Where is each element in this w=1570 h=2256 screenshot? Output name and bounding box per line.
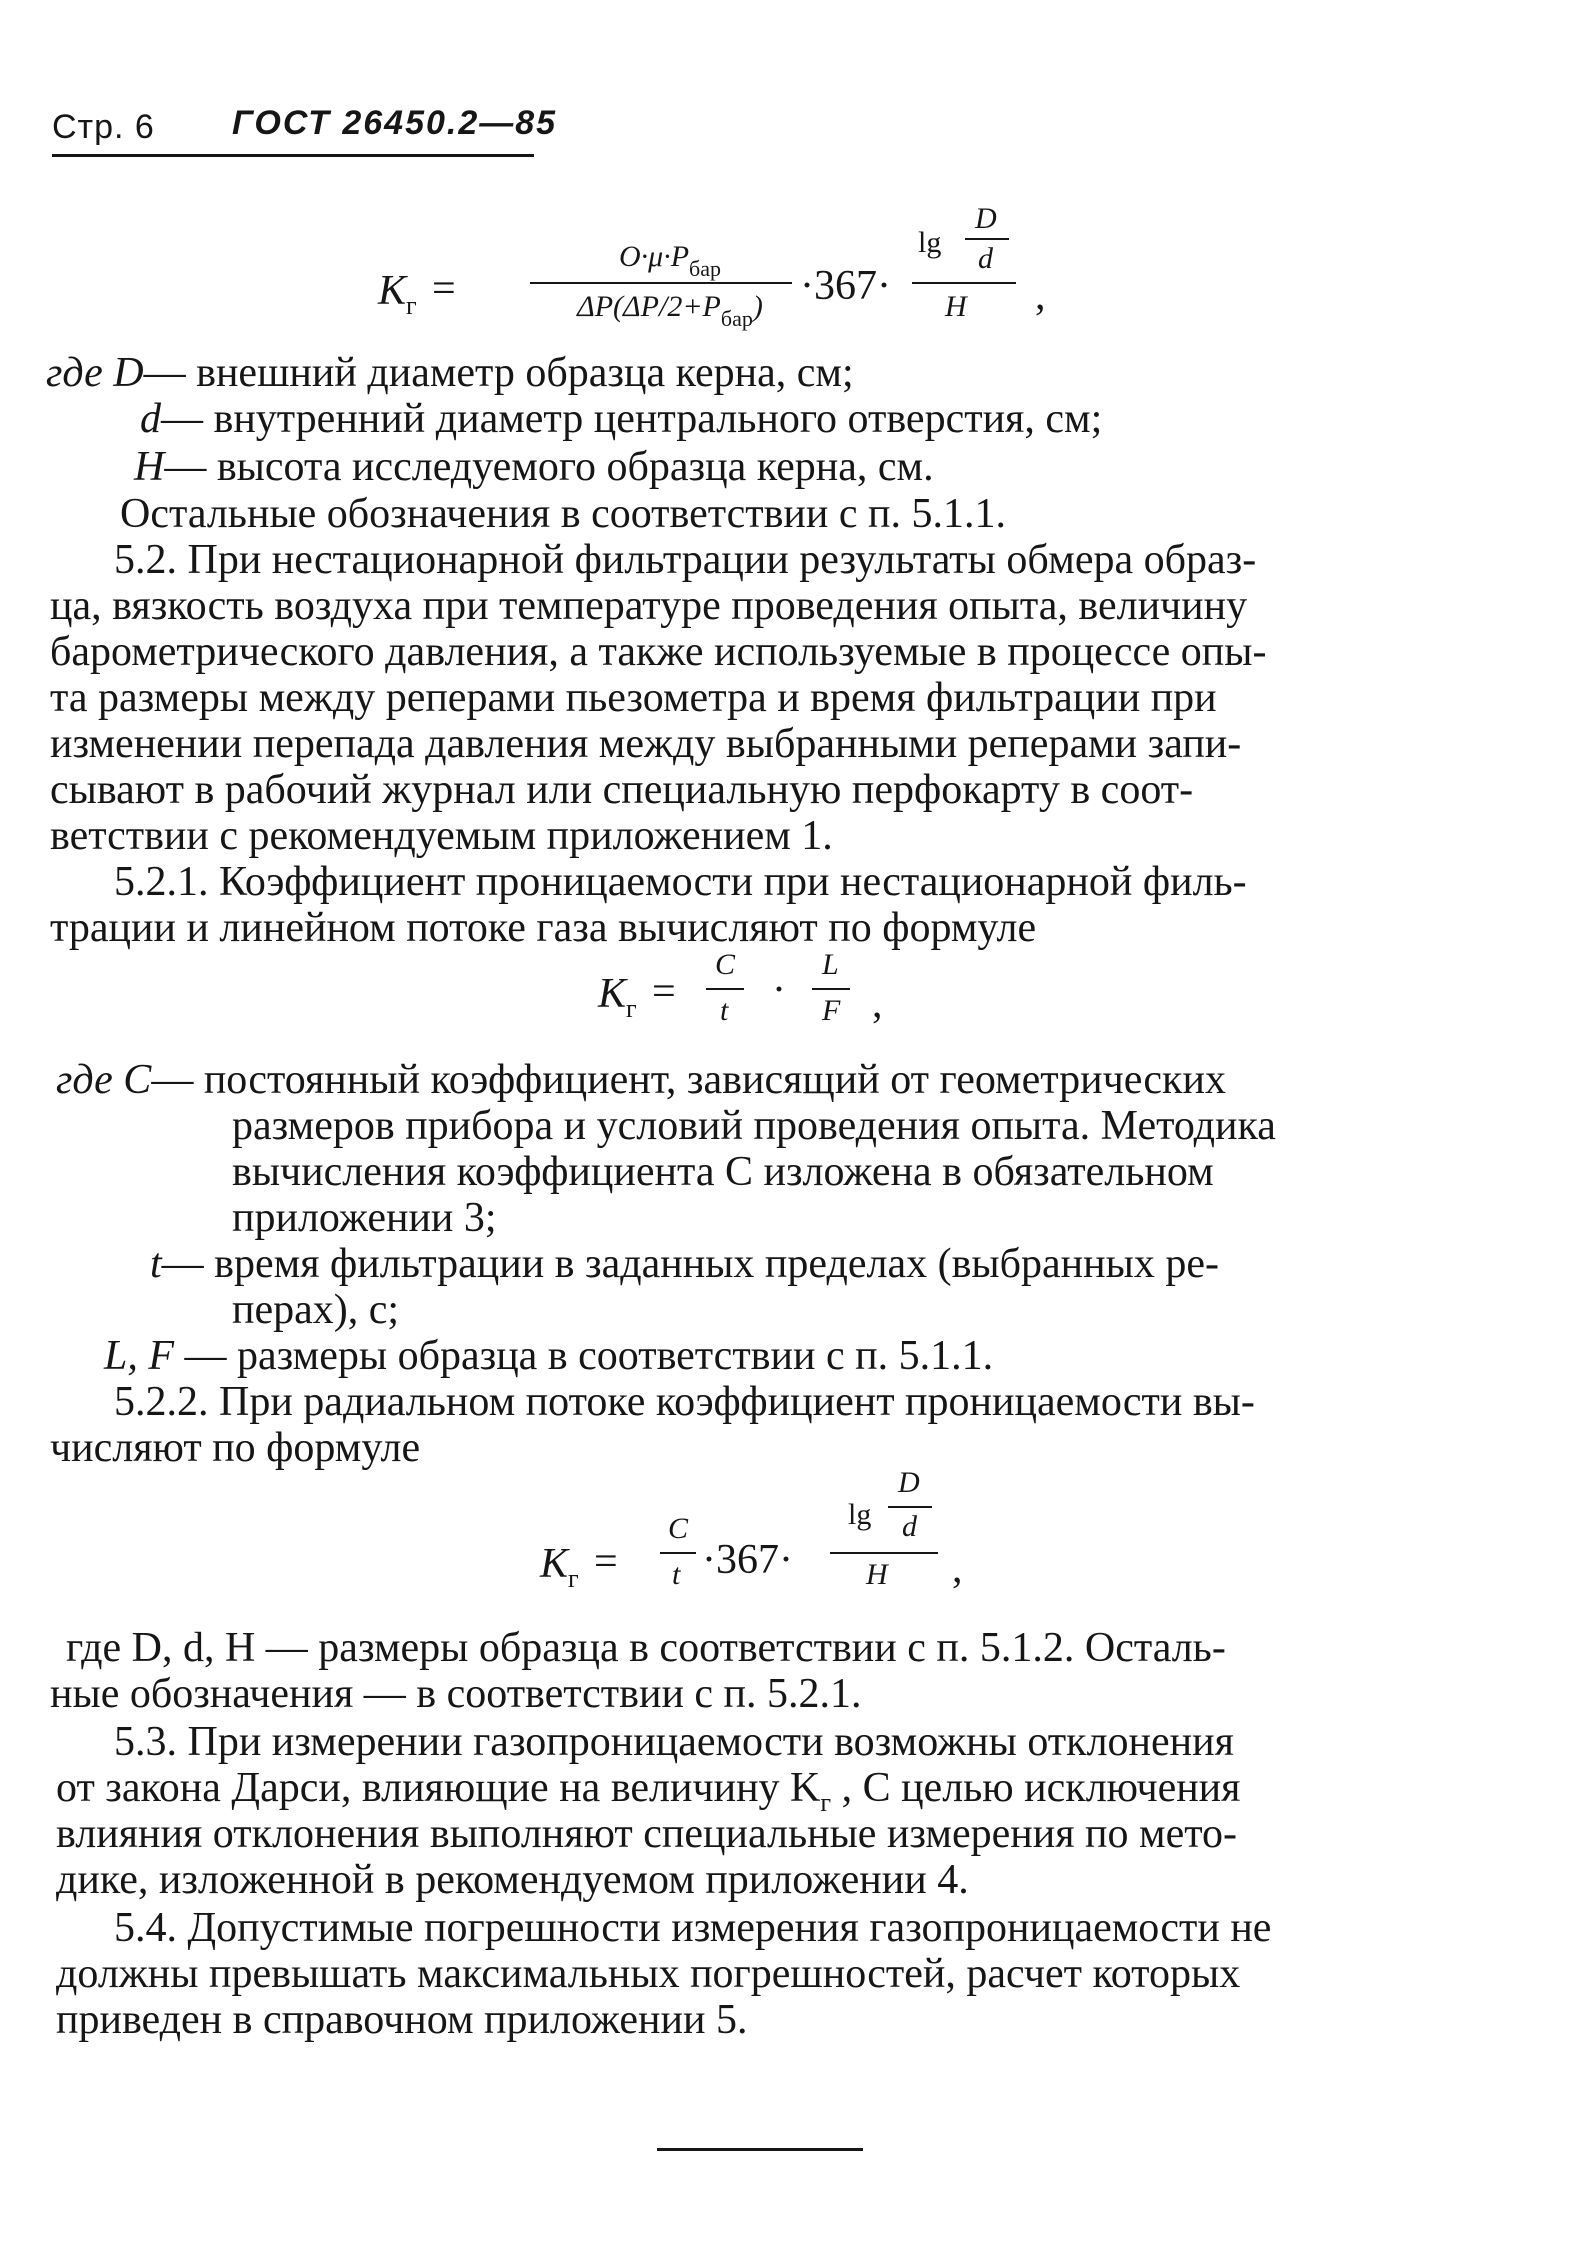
formula-2-bar-1: [706, 988, 744, 990]
formula-3-outer-bar: [830, 1552, 938, 1554]
where-2-C-line-3: вычисления коэффициента C изложена в обязательном: [232, 1149, 1214, 1195]
formula-3-lg: lg: [848, 1498, 872, 1531]
formula-3-inner-bar: [888, 1506, 932, 1508]
para-5-2-line-7: ветствии с рекомендуемым приложением 1.: [50, 813, 833, 859]
where-2-t-line-2: перах), с;: [232, 1287, 400, 1333]
para-5-4-line-2: должны превышать максимальных погрешностей, расчет которых: [56, 1951, 1241, 1997]
formula-1-outer-bar: [912, 282, 1016, 284]
formula-1-d: d: [978, 242, 993, 275]
para-5-2-line-3: барометрического давления, а также используемые в процессе опы-: [50, 629, 1267, 675]
formula-1-H: H: [945, 290, 967, 323]
formula-3-d: d: [902, 1510, 917, 1543]
standard-number: ГОСТ 26450.2—85: [232, 104, 558, 142]
para-5-3-line-3: влияния отклонения выполняют специальные измерения по мето-: [56, 1811, 1238, 1857]
formula-1-inner-bar: [965, 238, 1009, 240]
where-2-C-line-2: размеров прибора и условий проведения опыта. Методика: [232, 1103, 1276, 1149]
where-2-t: t— время фильтрации в заданных пределах (выбранных ре-: [150, 1241, 1219, 1287]
header-rule: [52, 154, 534, 157]
para-5-3-line-1: 5.3. При измерении газопроницаемости возможны отклонения: [114, 1719, 1234, 1765]
formula-3-bar-1: [660, 1552, 696, 1554]
formula-1-equals: =: [432, 266, 456, 312]
formula-1-lg: lg: [918, 226, 942, 259]
where-3-line-2: ные обозначения — в соответствии с п. 5.2.1.: [50, 1671, 862, 1717]
para-5-2-line-5: изменении перепада давления между выбранными реперами запи-: [50, 721, 1242, 767]
para-5-2-2-line-1: 5.2.2. При радиальном потоке коэффициент проницаемости вы-: [114, 1379, 1255, 1425]
formula-1-denominator: $\Delta P(\Delta P/2+P_{бар})$: [577, 290, 763, 331]
where-1-D: где D— внешний диаметр образца керна, см;: [46, 350, 854, 396]
where-2-C: где C— постоянный коэффициент, зависящий от геометрических: [56, 1057, 1226, 1103]
formula-2-equals: =: [652, 969, 676, 1015]
where-3-line-1: где D, d, H — размеры образца в соответствии с п. 5.1.2. Осталь-: [66, 1625, 1226, 1671]
formula-3-lhs: $K_г$: [540, 1541, 579, 1593]
formula-1-comma: ,: [1035, 273, 1046, 319]
para-5-2-line-6: сывают в рабочий журнал или специальную перфокарту в соот-: [50, 767, 1194, 813]
para-5-3-line-4: дике, изложенной в рекомендуемом приложении 4.: [56, 1857, 969, 1903]
where-1-H: H— высота исследуемого образца керна, см.: [134, 444, 934, 490]
formula-2-dot: ·: [772, 967, 786, 1013]
where-2-LF: L, F — размеры образца в соответствии с п. 5.1.1.: [104, 1333, 994, 1379]
formula-2-L: L: [822, 948, 839, 981]
formula-2-bar-2: [812, 988, 850, 990]
formula-1-D: D: [975, 202, 997, 235]
para-5-2-1-line-2: трации и линейном потоке газа вычисляют по формуле: [50, 905, 1037, 951]
formula-1-multiplier: ·367·: [800, 263, 891, 309]
para-5-2-line-1: 5.2. При нестационарной фильтрации результаты обмера образ-: [114, 537, 1257, 583]
formula-2-t: t: [720, 994, 729, 1027]
formula-3-C: C: [668, 1512, 689, 1545]
bottom-rule: [657, 2148, 863, 2151]
formula-2-C: C: [715, 948, 736, 981]
formula-3-equals: =: [594, 1539, 618, 1585]
para-5-4-line-1: 5.4. Допустимые погрешности измерения газопроницаемости не: [114, 1905, 1272, 1951]
formula-2-comma: ,: [872, 981, 883, 1027]
formula-1-fraction-bar: [530, 282, 792, 284]
formula-3-multiplier: ·367·: [702, 1537, 793, 1583]
formula-2-lhs: $K_г$: [598, 971, 637, 1023]
para-5-4-line-3: приведен в справочном приложении 5.: [56, 1997, 748, 2043]
para-5-2-line-4: та размеры между реперами пьезометра и время фильтрации при: [50, 675, 1217, 721]
formula-3-t: t: [672, 1558, 681, 1591]
formula-3-H: H: [866, 1558, 888, 1591]
formula-3-comma: ,: [952, 1546, 963, 1592]
para-5-3-line-2: от закона Дарси, влияющие на величину $K_г$ , С целью исключения: [56, 1765, 1241, 1817]
para-5-2-2-line-2: числяют по формуле: [50, 1425, 421, 1471]
formula-2-F: F: [822, 994, 841, 1027]
formula-1-numerator: $O\cdot\mu\cdot P_{бар}$: [618, 240, 722, 281]
para-5-2-line-2: ца, вязкость воздуха при температуре проведения опыта, величину: [50, 583, 1248, 629]
page-number: Стр. 6: [52, 108, 155, 146]
where-2-C-line-4: приложении 3;: [232, 1195, 497, 1241]
formula-1-lhs: $K_г$: [378, 268, 417, 320]
formula-3-D: D: [898, 1466, 920, 1499]
where-1-d: d— внутренний диаметр центрального отверстия, см;: [140, 396, 1103, 442]
para-5-2-1-line-1: 5.2.1. Коэффициент проницаемости при нестационарной филь-: [114, 859, 1247, 905]
other-notation-note: Остальные обозначения в соответствии с п. 5.1.1.: [120, 491, 1006, 537]
